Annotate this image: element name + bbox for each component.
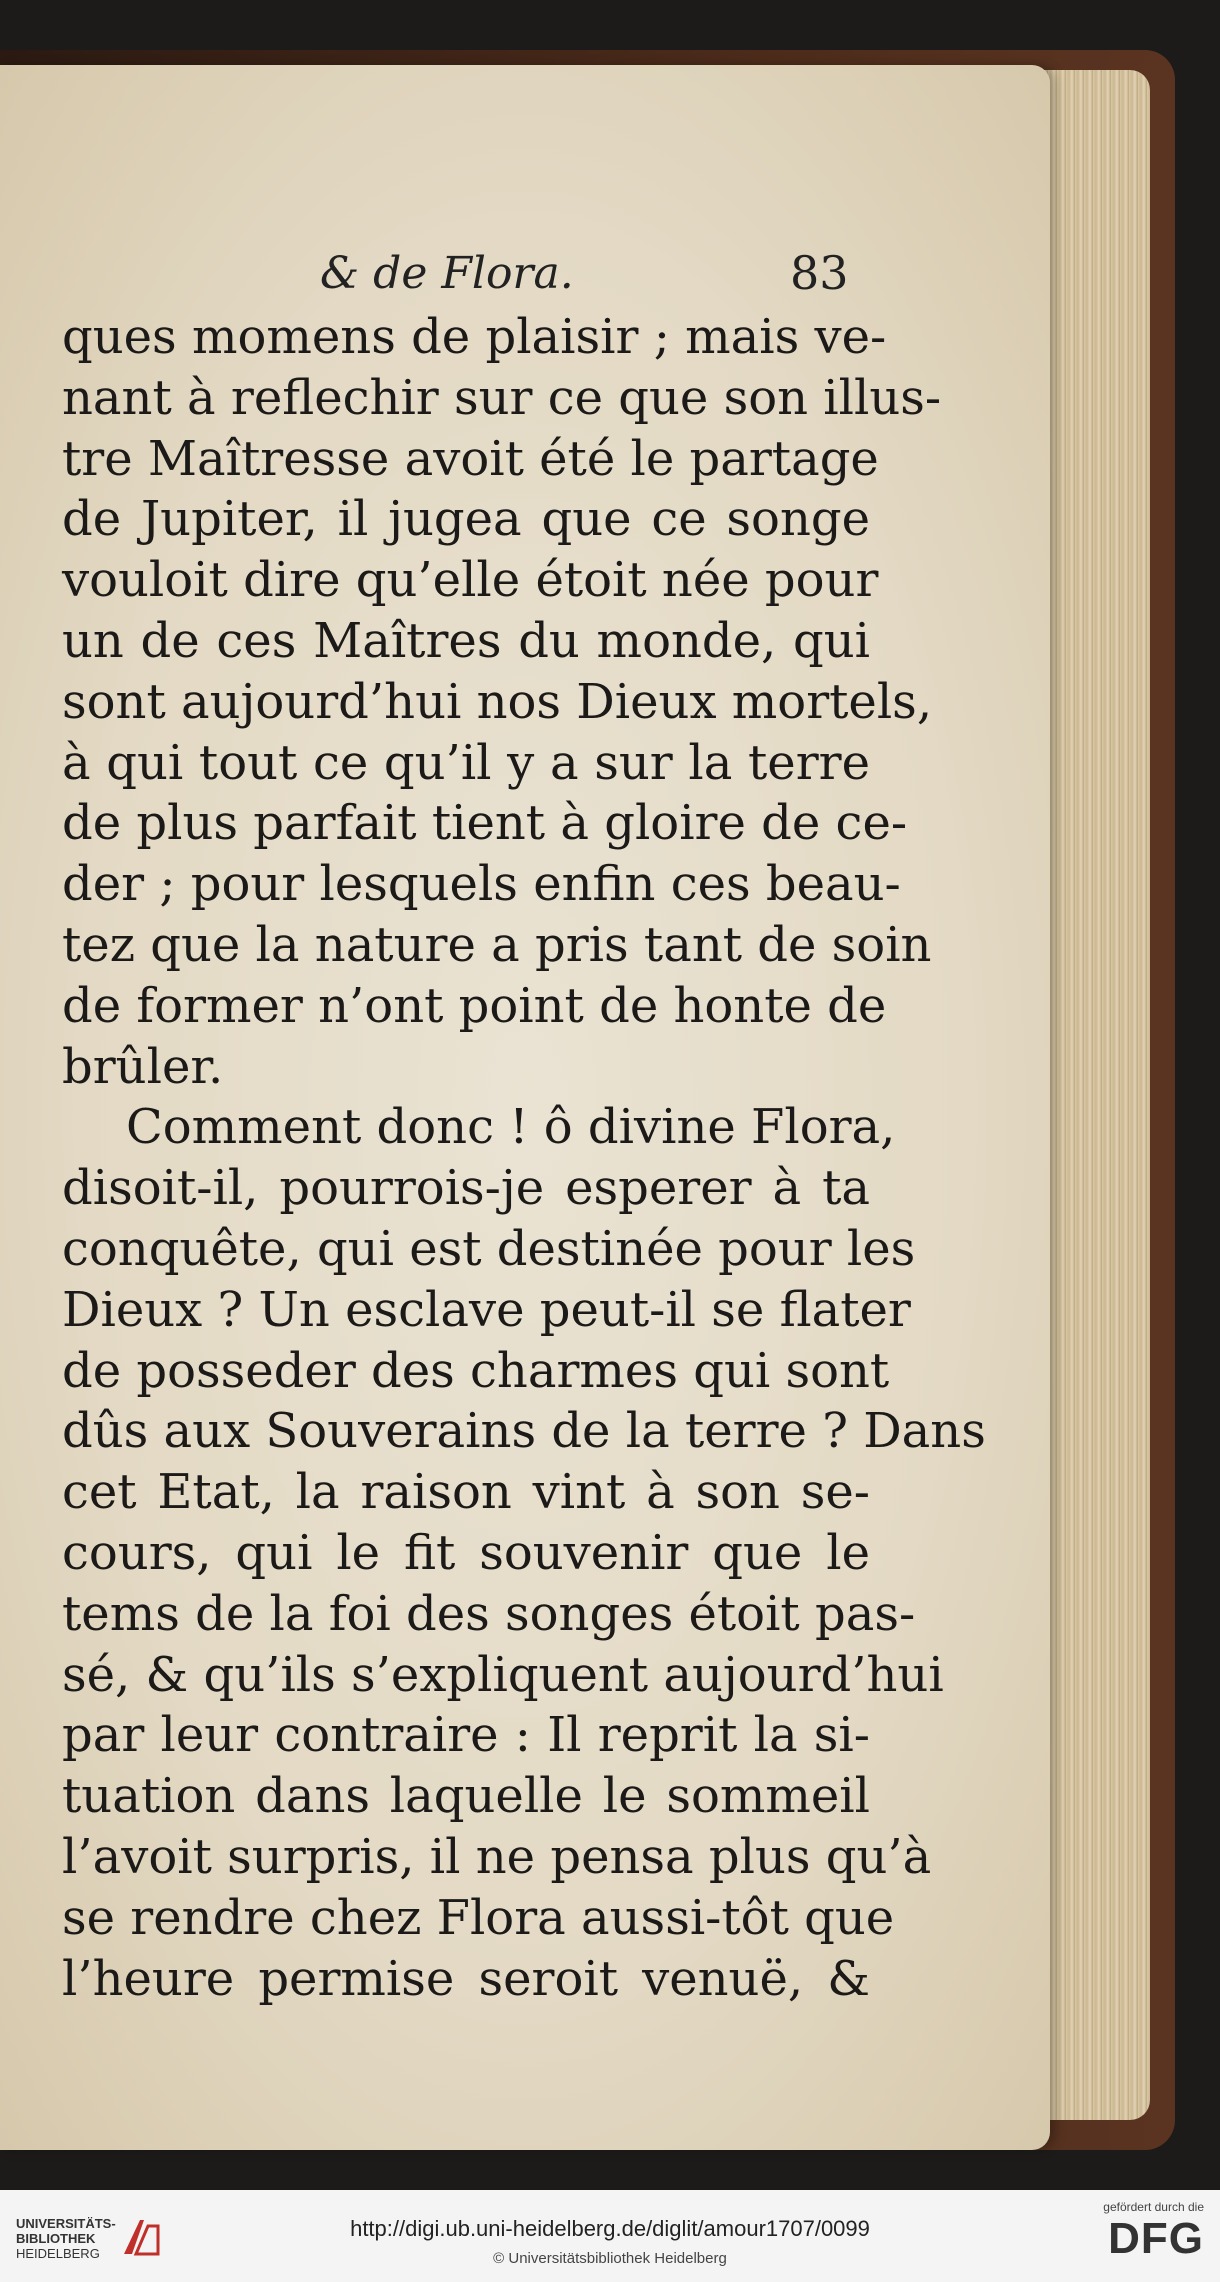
text-line: conquête, qui est destinée pour les [62,1220,916,1277]
body-text [62,307,986,2009]
text-line: cours, qui le fit souvenir que le [62,1524,870,1581]
text-line: par leur contraire : Il reprit la si- [62,1707,870,1764]
text-line: tuation dans laquelle le sommeil [62,1768,870,1825]
viewer-footer [0,2190,1220,2282]
document-url[interactable]: http://digi.ub.uni-heidelberg.de/diglit/amour1707/0099 [350,2216,870,2241]
text-line: brûler. [62,1038,224,1095]
funder-logo[interactable] [1074,2200,1204,2264]
running-title: & de Flora. [320,248,574,299]
text-line: Dieux ? Un esclave peut-il se flater [62,1281,911,1338]
page-number: 83 [790,246,849,300]
text-line: tre Maîtresse avoit été le partage [62,430,879,487]
text-line: un de ces Maîtres du monde, qui [62,612,870,669]
text-line: der ; pour lesquels enfin ces beau- [62,856,901,913]
text-line: de Jupiter, il jugea que ce songe [62,491,870,548]
text-line: nant à reflechir sur ce que son illus- [62,369,942,426]
book-page [0,65,1050,2150]
text-line: de plus parfait tient à gloire de ce- [62,795,908,852]
library-name-line: BIBLIOTHEK [16,2231,96,2246]
text-line: Comment donc ! ô divine Flora, [126,1099,896,1156]
text-line: ques momens de plaisir ; mais ve- [62,309,887,365]
text-line: l’avoit surpris, il ne pensa plus qu’à [62,1828,932,1885]
running-head [0,248,1050,308]
funding-note: gefördert durch die [1103,2200,1204,2214]
text-line: tems de la foi des songes étoit pas- [62,1585,916,1642]
funder-name: DFG [1108,2214,1204,2263]
text-line: sé, & qu’ils s’expliquent aujourd’hui [62,1646,944,1703]
text-line: l’heure permise seroit venuë, & [62,1950,870,2007]
text-line: disoit-il, pourrois-je esperer à ta [62,1160,870,1217]
text-line: tez que la nature a pris tant de soin [62,916,932,973]
copyright-notice: © Universitätsbibliothek Heidelberg [493,2250,727,2267]
text-line: dûs aux Souverains de la terre ? Dans [62,1403,986,1460]
text-line: vouloit dire qu’elle étoit née pour [62,552,879,609]
text-line: sont aujourd’hui nos Dieux mortels, [62,673,933,730]
library-name-line: UNIVERSITÄTS- [16,2216,116,2231]
library-name-line: HEIDELBERG [16,2246,100,2261]
text-line: de posseder des charmes qui sont [62,1342,890,1399]
text-line: se rendre chez Flora aussi-tôt que [62,1889,895,1946]
text-line: de former n’ont point de honte de [62,977,887,1034]
text-line: cet Etat, la raison vint à son se- [62,1464,870,1521]
text-line: à qui tout ce qu’il y a sur la terre [62,734,870,791]
